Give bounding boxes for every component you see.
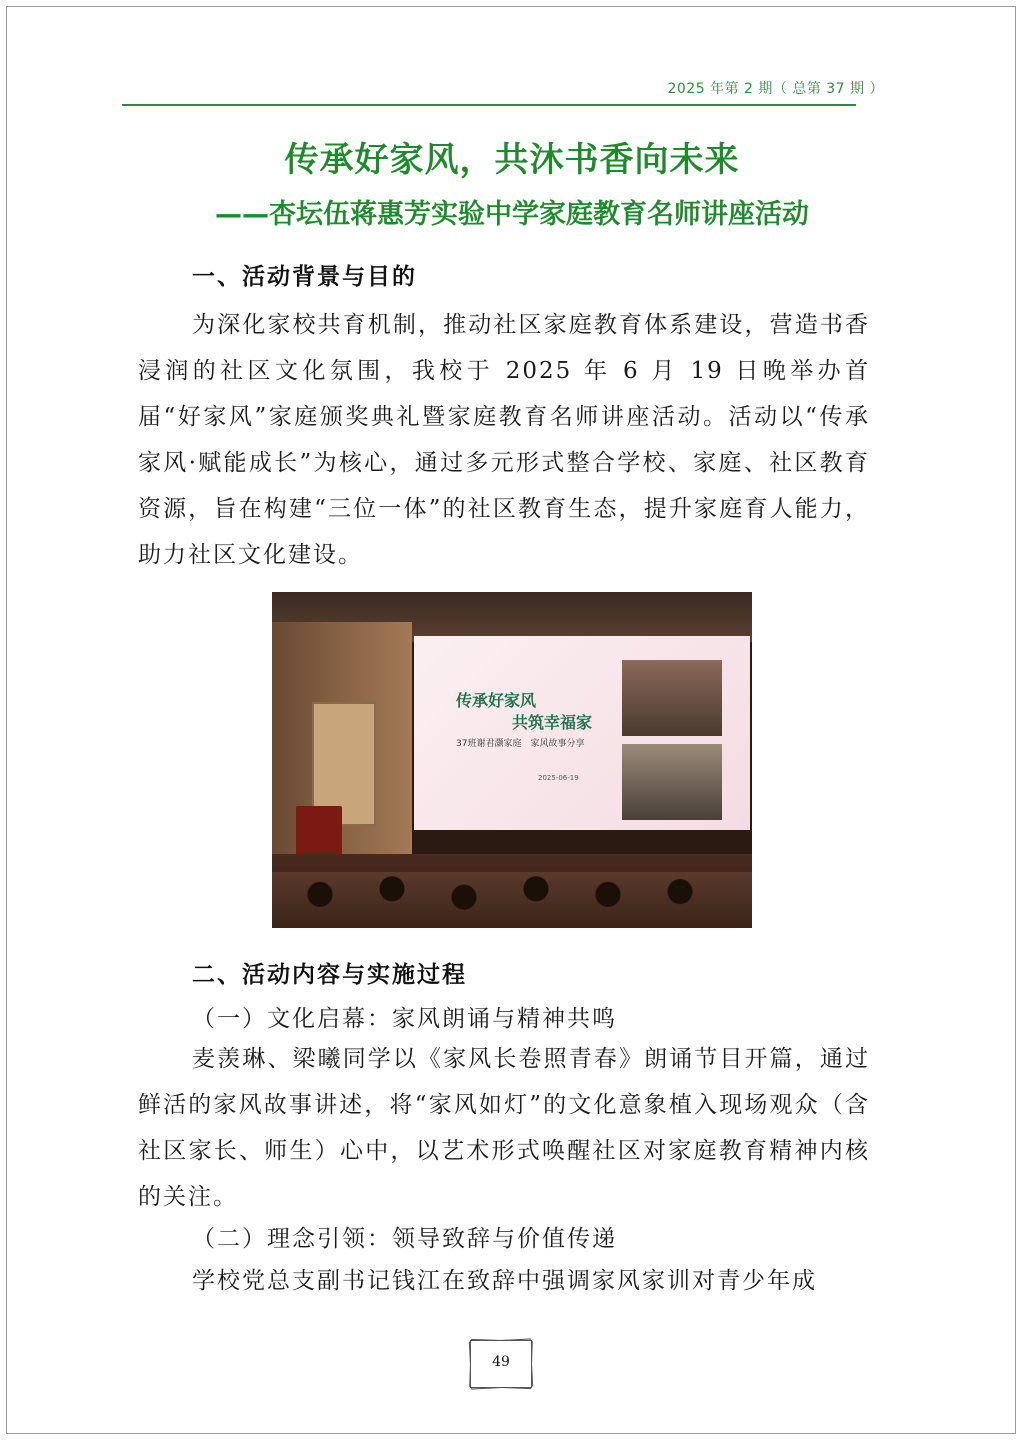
page-number: 49 [492,1354,510,1370]
screen-date: 2025-06-19 [538,774,579,782]
section-1-paragraph: 为深化家校共育机制，推动社区家庭教育体系建设，营造书香浸润的社区文化氛围，我校于 2025 年 6 月 19 日晚举办首届“好家风”家庭颁奖典礼暨家庭教育名师讲座活动。活动以“传承家风·赋能成长”为核心，通过多元形式整合学校、家庭、社区教育资源，旨在构建“三位一体”的社区教育生态，提升家庭育人能力，助力社区文化建设。 [138,312,870,568]
subsection-1-paragraph: 麦羡琳、梁曦同学以《家风长卷照青春》朗诵节目开篇，通过鲜活的家风故事讲述，将“家风如灯”的文化意象植入现场观众（含社区家长、师生）心中，以艺术形式唤醒社区对家庭教育精神内核的关注。 [138,1046,870,1210]
subsection-2-heading: （二）理念引领：领导致辞与价值传递 [192,1226,617,1252]
event-photo [272,592,752,928]
header-rule [122,104,856,106]
article-subtitle: ——杏坛伍蒋惠芳实验中学家庭教育名师讲座活动 [215,199,809,230]
page-number-box [470,1340,534,1390]
screen-family-photo-2 [622,744,722,820]
photo-audience [272,872,752,928]
section-1-heading: 一、活动背景与目的 [192,264,417,290]
screen-caption: 37班谢君灏家庭 家风故事分享 [456,739,585,749]
subsection-2-paragraph: 学校党总支副书记钱江在致辞中强调家风家训对青少年成 [192,1268,817,1294]
subsection-1-heading: （一）文化启幕：家风朗诵与精神共鸣 [192,1006,617,1032]
screen-family-photo-1 [622,660,722,736]
section-2-heading: 二、活动内容与实施过程 [192,962,467,988]
screen-title-1: 传承好家风 [456,691,537,710]
issue-label: 2025 年第 2 期（ 总第 37 期 ） [667,81,884,97]
photo-projection-screen [414,636,750,830]
article-title: 传承好家风，共沐书香向未来 [284,140,740,180]
screen-title-2: 共筑幸福家 [512,713,593,732]
